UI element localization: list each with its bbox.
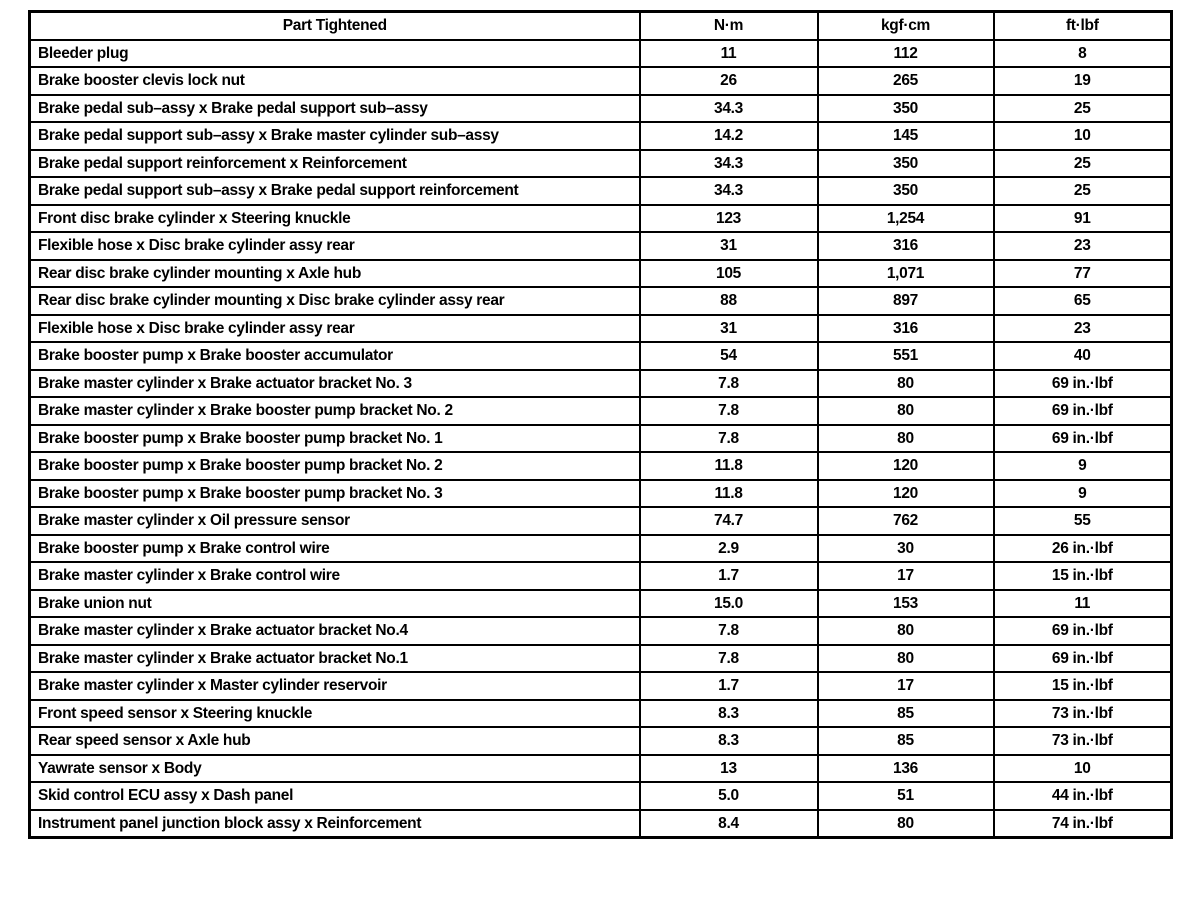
cell-kgf-cm: 17 [818, 672, 994, 700]
cell-kgf-cm: 350 [818, 95, 994, 123]
cell-ft-lbf: 8 [994, 40, 1172, 68]
cell-newton-meter: 34.3 [640, 95, 818, 123]
cell-kgf-cm: 136 [818, 755, 994, 783]
cell-part-tightened: Brake pedal sub–assy x Brake pedal support sub–assy [30, 95, 640, 123]
table-row [30, 755, 1172, 783]
cell-newton-meter: 15.0 [640, 590, 818, 618]
cell-ft-lbf: 9 [994, 480, 1172, 508]
table-row [30, 342, 1172, 370]
cell-newton-meter: 1.7 [640, 562, 818, 590]
cell-newton-meter: 74.7 [640, 507, 818, 535]
table-row [30, 67, 1172, 95]
table-row [30, 590, 1172, 618]
cell-ft-lbf: 15 in.·lbf [994, 672, 1172, 700]
cell-ft-lbf: 10 [994, 122, 1172, 150]
cell-kgf-cm: 80 [818, 425, 994, 453]
cell-ft-lbf: 23 [994, 315, 1172, 343]
table-row [30, 177, 1172, 205]
cell-part-tightened: Brake booster clevis lock nut [30, 67, 640, 95]
cell-part-tightened: Brake booster pump x Brake booster pump bracket No. 1 [30, 425, 640, 453]
cell-newton-meter: 11 [640, 40, 818, 68]
cell-kgf-cm: 80 [818, 810, 994, 838]
table-row [30, 287, 1172, 315]
cell-part-tightened: Yawrate sensor x Body [30, 755, 640, 783]
cell-newton-meter: 11.8 [640, 480, 818, 508]
cell-ft-lbf: 73 in.·lbf [994, 727, 1172, 755]
cell-kgf-cm: 265 [818, 67, 994, 95]
cell-kgf-cm: 1,254 [818, 205, 994, 233]
table-row [30, 480, 1172, 508]
cell-ft-lbf: 69 in.·lbf [994, 645, 1172, 673]
table-row [30, 232, 1172, 260]
cell-newton-meter: 8.4 [640, 810, 818, 838]
table-row [30, 205, 1172, 233]
table-row [30, 452, 1172, 480]
cell-newton-meter: 13 [640, 755, 818, 783]
cell-kgf-cm: 85 [818, 727, 994, 755]
cell-ft-lbf: 69 in.·lbf [994, 617, 1172, 645]
cell-ft-lbf: 65 [994, 287, 1172, 315]
cell-newton-meter: 34.3 [640, 150, 818, 178]
cell-part-tightened: Rear disc brake cylinder mounting x Disc brake cylinder assy rear [30, 287, 640, 315]
cell-newton-meter: 11.8 [640, 452, 818, 480]
cell-newton-meter: 7.8 [640, 425, 818, 453]
cell-ft-lbf: 91 [994, 205, 1172, 233]
cell-ft-lbf: 74 in.·lbf [994, 810, 1172, 838]
cell-newton-meter: 5.0 [640, 782, 818, 810]
cell-kgf-cm: 80 [818, 617, 994, 645]
cell-part-tightened: Skid control ECU assy x Dash panel [30, 782, 640, 810]
cell-kgf-cm: 120 [818, 480, 994, 508]
cell-ft-lbf: 9 [994, 452, 1172, 480]
table-row [30, 617, 1172, 645]
table-row [30, 782, 1172, 810]
cell-newton-meter: 123 [640, 205, 818, 233]
table-row [30, 507, 1172, 535]
cell-part-tightened: Brake booster pump x Brake booster pump bracket No. 2 [30, 452, 640, 480]
table-row [30, 95, 1172, 123]
cell-newton-meter: 8.3 [640, 727, 818, 755]
cell-ft-lbf: 73 in.·lbf [994, 700, 1172, 728]
table-body [30, 40, 1172, 838]
cell-newton-meter: 31 [640, 232, 818, 260]
table-row [30, 700, 1172, 728]
cell-ft-lbf: 69 in.·lbf [994, 397, 1172, 425]
cell-part-tightened: Brake booster pump x Brake control wire [30, 535, 640, 563]
table-row [30, 150, 1172, 178]
cell-ft-lbf: 40 [994, 342, 1172, 370]
cell-ft-lbf: 25 [994, 177, 1172, 205]
cell-ft-lbf: 10 [994, 755, 1172, 783]
cell-kgf-cm: 551 [818, 342, 994, 370]
cell-newton-meter: 105 [640, 260, 818, 288]
cell-part-tightened: Brake pedal support sub–assy x Brake pedal support reinforcement [30, 177, 640, 205]
table-row [30, 425, 1172, 453]
cell-kgf-cm: 316 [818, 315, 994, 343]
table-row [30, 645, 1172, 673]
cell-part-tightened: Flexible hose x Disc brake cylinder assy rear [30, 315, 640, 343]
table-row [30, 535, 1172, 563]
cell-newton-meter: 31 [640, 315, 818, 343]
cell-part-tightened: Instrument panel junction block assy x Reinforcement [30, 810, 640, 838]
cell-newton-meter: 7.8 [640, 370, 818, 398]
cell-part-tightened: Front disc brake cylinder x Steering knuckle [30, 205, 640, 233]
cell-ft-lbf: 11 [994, 590, 1172, 618]
header-row [30, 12, 1172, 40]
cell-kgf-cm: 350 [818, 150, 994, 178]
header-ft-lbf: ft·lbf [994, 12, 1172, 40]
table-row [30, 370, 1172, 398]
cell-newton-meter: 8.3 [640, 700, 818, 728]
cell-kgf-cm: 85 [818, 700, 994, 728]
cell-newton-meter: 88 [640, 287, 818, 315]
cell-newton-meter: 34.3 [640, 177, 818, 205]
cell-kgf-cm: 120 [818, 452, 994, 480]
cell-part-tightened: Brake pedal support reinforcement x Reinforcement [30, 150, 640, 178]
cell-newton-meter: 14.2 [640, 122, 818, 150]
cell-part-tightened: Brake master cylinder x Brake control wire [30, 562, 640, 590]
cell-part-tightened: Rear speed sensor x Axle hub [30, 727, 640, 755]
cell-newton-meter: 7.8 [640, 617, 818, 645]
cell-part-tightened: Front speed sensor x Steering knuckle [30, 700, 640, 728]
cell-ft-lbf: 25 [994, 95, 1172, 123]
cell-part-tightened: Brake master cylinder x Brake actuator bracket No.4 [30, 617, 640, 645]
cell-part-tightened: Brake master cylinder x Brake booster pump bracket No. 2 [30, 397, 640, 425]
cell-part-tightened: Brake master cylinder x Master cylinder reservoir [30, 672, 640, 700]
cell-part-tightened: Brake master cylinder x Brake actuator bracket No.1 [30, 645, 640, 673]
table-header [30, 12, 1172, 40]
cell-ft-lbf: 15 in.·lbf [994, 562, 1172, 590]
cell-ft-lbf: 55 [994, 507, 1172, 535]
table-row [30, 397, 1172, 425]
cell-kgf-cm: 80 [818, 645, 994, 673]
cell-ft-lbf: 19 [994, 67, 1172, 95]
cell-part-tightened: Brake master cylinder x Oil pressure sensor [30, 507, 640, 535]
table-row [30, 40, 1172, 68]
cell-kgf-cm: 762 [818, 507, 994, 535]
cell-part-tightened: Rear disc brake cylinder mounting x Axle hub [30, 260, 640, 288]
cell-ft-lbf: 69 in.·lbf [994, 370, 1172, 398]
cell-newton-meter: 7.8 [640, 397, 818, 425]
cell-kgf-cm: 153 [818, 590, 994, 618]
torque-specification-table [28, 10, 1173, 839]
table-row [30, 260, 1172, 288]
cell-ft-lbf: 25 [994, 150, 1172, 178]
cell-ft-lbf: 77 [994, 260, 1172, 288]
cell-newton-meter: 2.9 [640, 535, 818, 563]
table-row [30, 315, 1172, 343]
cell-kgf-cm: 80 [818, 370, 994, 398]
cell-kgf-cm: 30 [818, 535, 994, 563]
table-row [30, 810, 1172, 838]
header-part-tightened: Part Tightened [30, 12, 640, 40]
cell-part-tightened: Brake pedal support sub–assy x Brake master cylinder sub–assy [30, 122, 640, 150]
cell-part-tightened: Brake union nut [30, 590, 640, 618]
cell-kgf-cm: 17 [818, 562, 994, 590]
cell-kgf-cm: 1,071 [818, 260, 994, 288]
cell-kgf-cm: 897 [818, 287, 994, 315]
cell-ft-lbf: 26 in.·lbf [994, 535, 1172, 563]
cell-ft-lbf: 44 in.·lbf [994, 782, 1172, 810]
header-kgf-cm: kgf·cm [818, 12, 994, 40]
cell-newton-meter: 26 [640, 67, 818, 95]
cell-part-tightened: Brake booster pump x Brake booster pump bracket No. 3 [30, 480, 640, 508]
cell-kgf-cm: 112 [818, 40, 994, 68]
cell-part-tightened: Brake master cylinder x Brake actuator bracket No. 3 [30, 370, 640, 398]
table-row [30, 122, 1172, 150]
cell-kgf-cm: 316 [818, 232, 994, 260]
cell-part-tightened: Bleeder plug [30, 40, 640, 68]
cell-kgf-cm: 145 [818, 122, 994, 150]
table-row [30, 562, 1172, 590]
cell-part-tightened: Brake booster pump x Brake booster accumulator [30, 342, 640, 370]
cell-kgf-cm: 80 [818, 397, 994, 425]
cell-newton-meter: 7.8 [640, 645, 818, 673]
table-row [30, 727, 1172, 755]
cell-ft-lbf: 23 [994, 232, 1172, 260]
cell-ft-lbf: 69 in.·lbf [994, 425, 1172, 453]
header-newton-meter: N·m [640, 12, 818, 40]
cell-newton-meter: 1.7 [640, 672, 818, 700]
cell-kgf-cm: 51 [818, 782, 994, 810]
cell-part-tightened: Flexible hose x Disc brake cylinder assy rear [30, 232, 640, 260]
cell-newton-meter: 54 [640, 342, 818, 370]
cell-kgf-cm: 350 [818, 177, 994, 205]
table-row [30, 672, 1172, 700]
